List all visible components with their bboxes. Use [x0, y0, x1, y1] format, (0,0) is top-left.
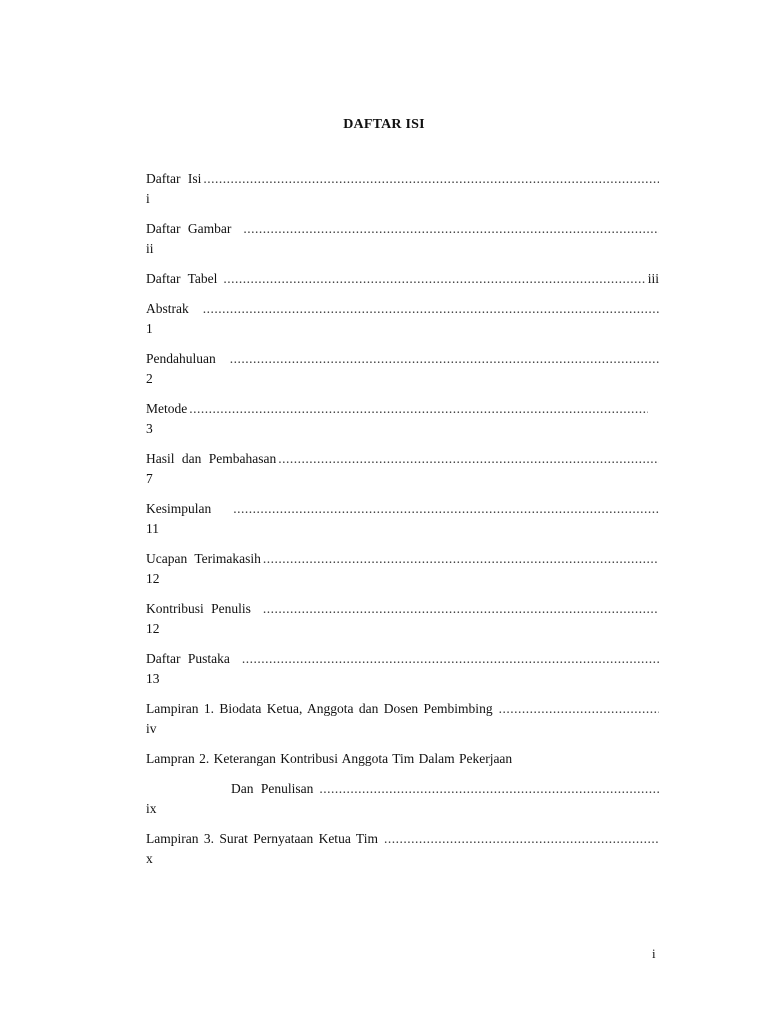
toc-entry-hasil-dan-pembahasan — [146, 449, 659, 489]
toc-entry-label: Daftar Pustaka — [146, 651, 230, 666]
footer-page-number: i — [652, 946, 656, 961]
toc-entry-daftar-gambar — [146, 219, 659, 259]
toc-entry-page: x — [146, 851, 153, 866]
toc-entry-label: Kontribusi Penulis — [146, 601, 251, 616]
toc-entry-continuation: Dan Penulisan — [231, 781, 314, 796]
toc-entry-page: 2 — [146, 371, 153, 386]
toc-entry-label: Daftar Isi — [146, 171, 202, 186]
dot-leader — [278, 449, 659, 469]
toc-entry-label: Ucapan Terimakasih — [146, 551, 261, 566]
toc-entry-ucapan-terimakasih — [146, 549, 659, 589]
dot-leader — [263, 549, 659, 569]
dot-leader — [203, 169, 659, 189]
toc-entry-label: Daftar Gambar — [146, 221, 232, 236]
toc-entry-label: Hasil dan Pembahasan — [146, 451, 277, 466]
toc-entry-lampiran-3 — [146, 829, 659, 869]
toc-entry-kontribusi-penulis — [146, 599, 659, 639]
toc-entry-kesimpulan — [146, 499, 659, 539]
toc-entry-metode — [146, 399, 659, 439]
dot-leader — [189, 399, 648, 419]
toc-entry-abstrak — [146, 299, 659, 339]
dot-leader — [319, 779, 659, 799]
dot-leader — [499, 699, 659, 719]
toc-entry-label: Pendahuluan — [146, 351, 216, 366]
toc-entry-page: ix — [146, 801, 157, 816]
toc-entry-label: Metode — [146, 401, 188, 416]
toc-entry-lampiran-1 — [146, 699, 659, 739]
toc-entry-label: Abstrak — [146, 301, 189, 316]
toc-entry-label: Lampiran 3. Surat Pernyataan Ketua Tim — [146, 831, 378, 846]
toc-entry-page: 1 — [146, 321, 153, 336]
dot-leader — [384, 829, 659, 849]
toc-entry-page: iv — [146, 721, 157, 736]
toc-entry-label: Kesimpulan — [146, 501, 212, 516]
toc-entry-label: Lampran 2. Keterangan Kontribusi Anggota Tim Dalam Pekerjaan — [146, 751, 513, 766]
toc-entry-pendahuluan — [146, 349, 659, 389]
dot-leader — [230, 349, 659, 369]
toc-entry-page: 13 — [146, 671, 160, 686]
toc-entry-daftar-tabel — [146, 269, 659, 289]
toc-entry-lampiran-2 — [146, 749, 659, 819]
toc-entry-page: 7 — [146, 471, 153, 486]
table-of-contents — [146, 169, 659, 879]
dot-leader — [203, 299, 659, 319]
toc-entry-label: Daftar Tabel — [146, 271, 218, 286]
toc-entry-page: 3 — [146, 421, 153, 436]
dot-leader — [242, 649, 659, 669]
dot-leader — [243, 219, 659, 239]
toc-entry-daftar-pustaka — [146, 649, 659, 689]
toc-entry-page: ii — [146, 241, 154, 256]
toc-entry-page: 12 — [146, 621, 160, 636]
dot-leader — [233, 499, 659, 519]
toc-entry-page: iii — [647, 271, 659, 286]
page-title: DAFTAR ISI — [343, 117, 425, 132]
toc-entry-page: i — [146, 191, 150, 206]
toc-entry-page: 11 — [146, 521, 159, 536]
toc-entry-daftar-isi — [146, 169, 659, 209]
dot-leader — [263, 599, 659, 619]
toc-entry-label: Lampiran 1. Biodata Ketua, Anggota dan Dosen Pembimbing — [146, 701, 493, 716]
dot-leader — [223, 269, 645, 289]
toc-entry-page: 12 — [146, 571, 160, 586]
